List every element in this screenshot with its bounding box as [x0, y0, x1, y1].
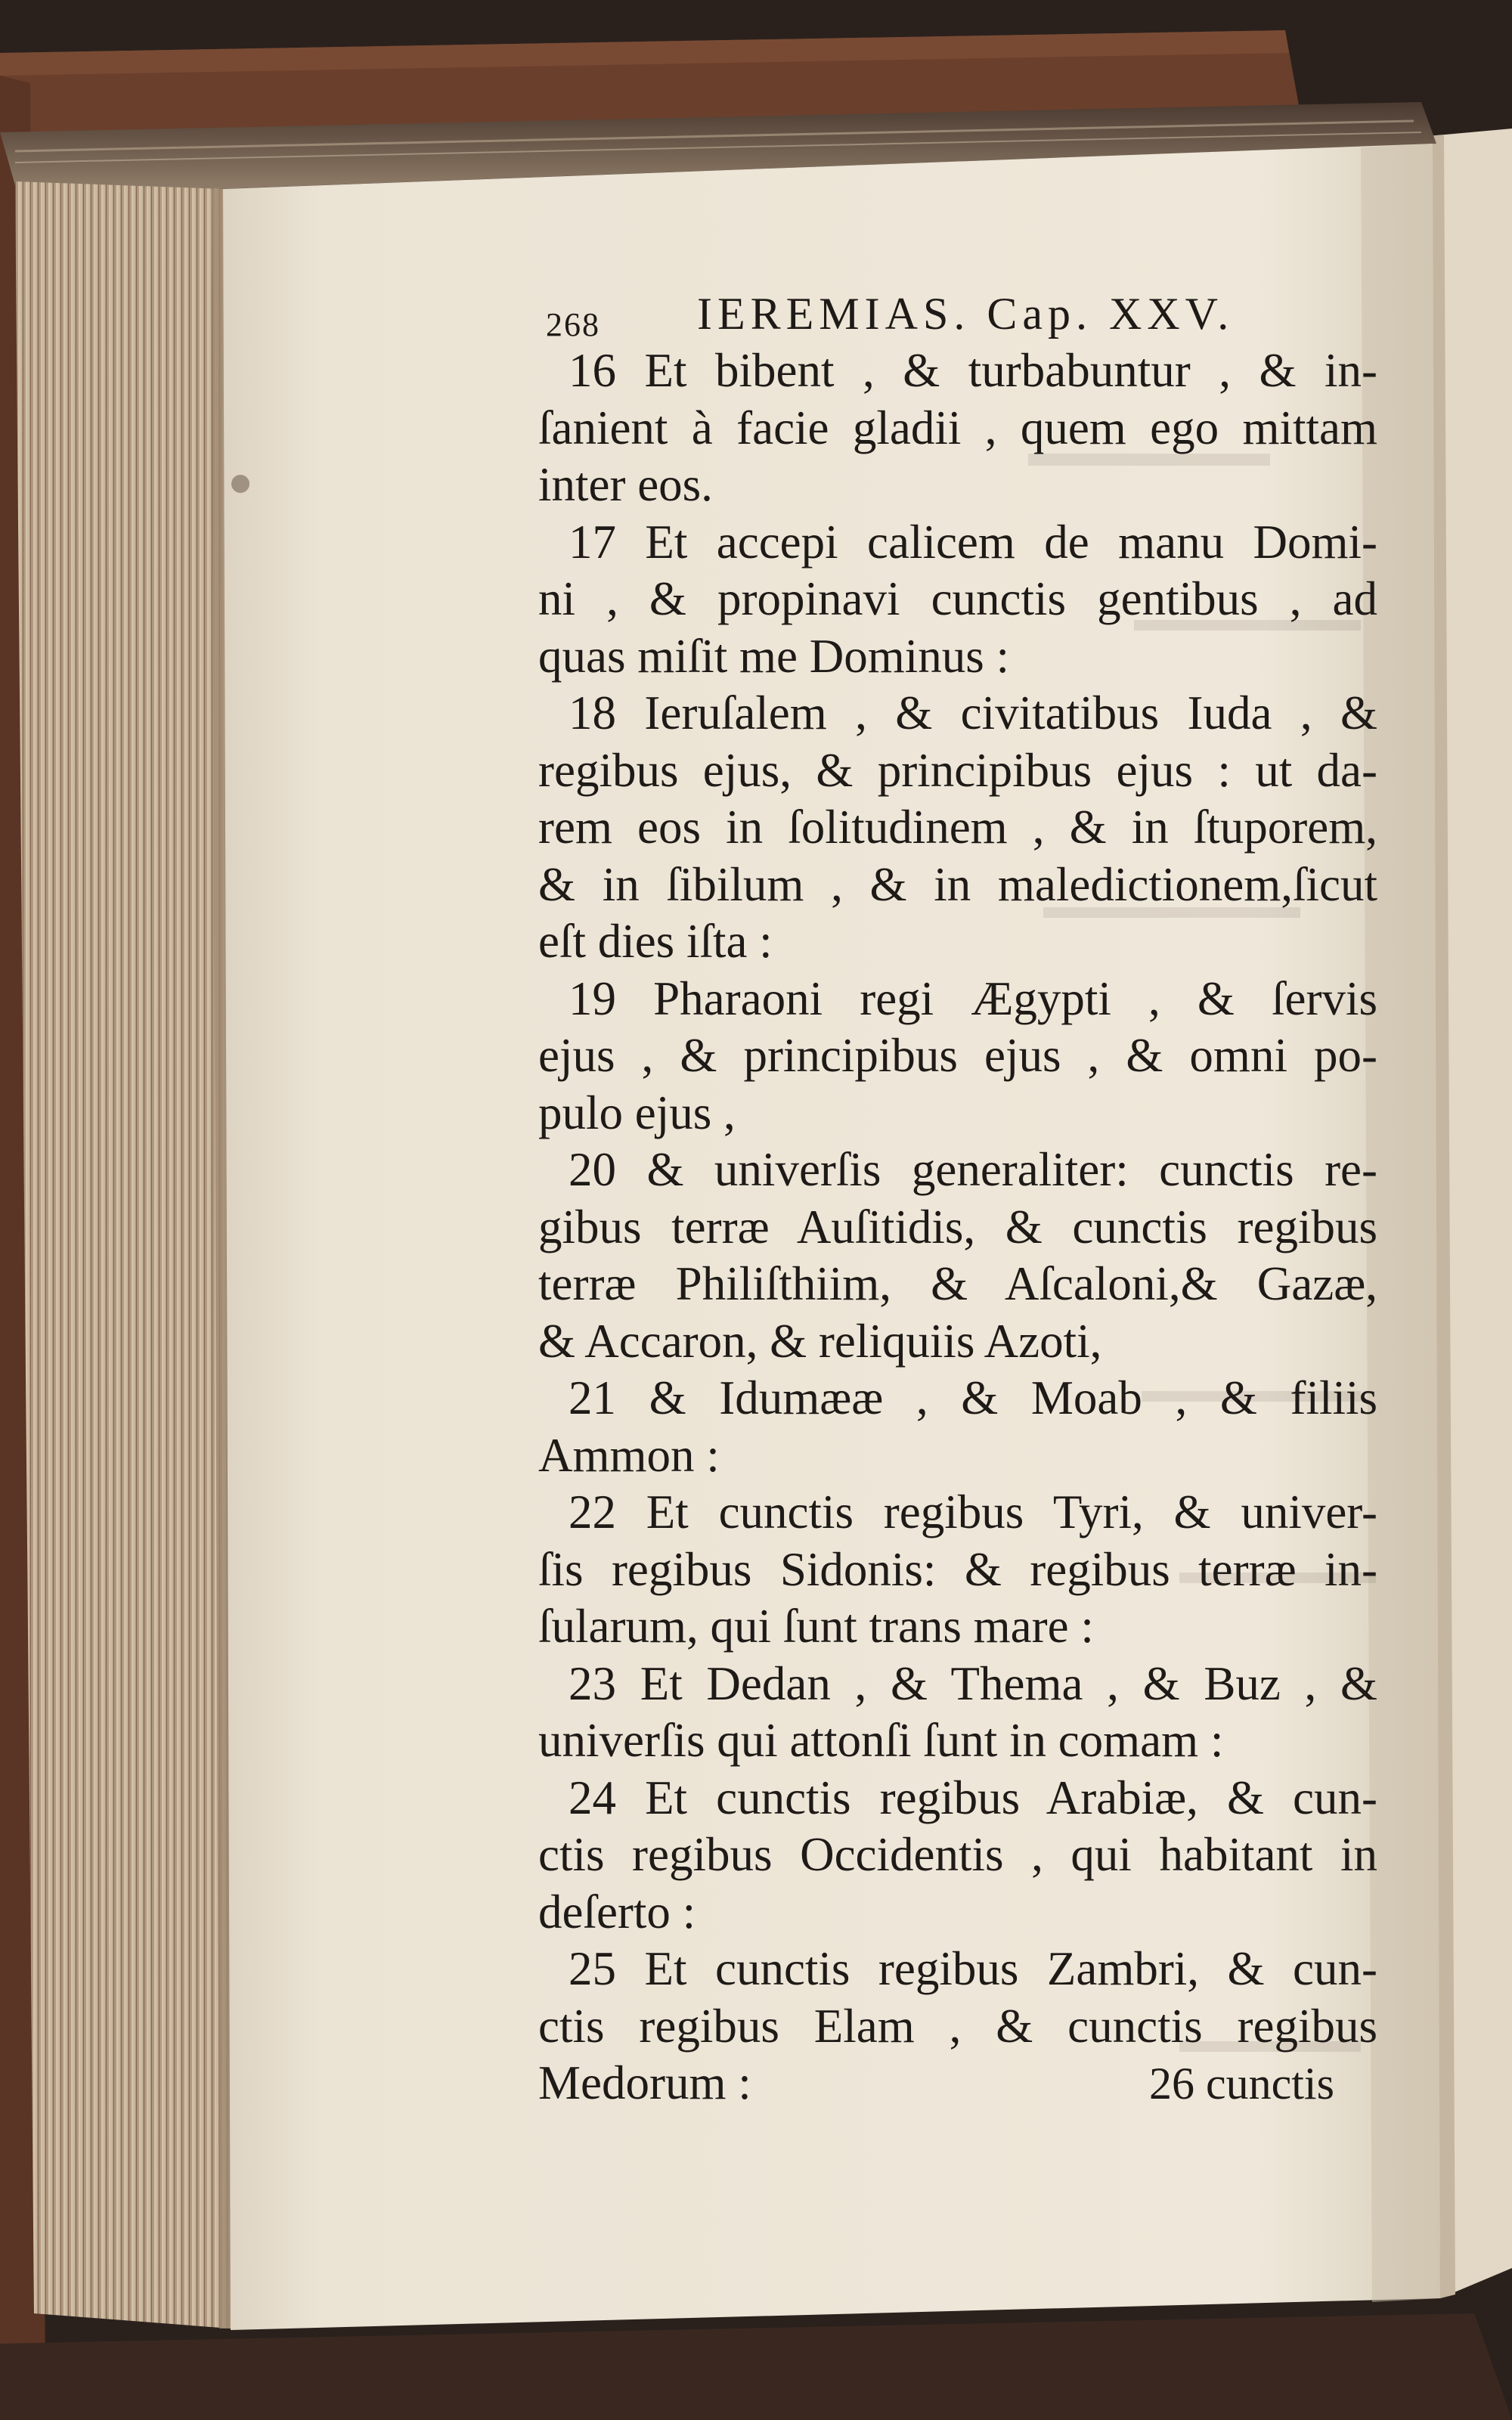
text-line: & in ſibilum , & in maledictionem,ſicut: [538, 857, 1377, 911]
text-line: 20 & univerſis generaliter: cunctis re-: [569, 1143, 1377, 1196]
text-line: 23 Et Dedan , & Thema , & Buz , &: [569, 1656, 1377, 1710]
verse-lines: [538, 342, 1377, 2112]
text-line: 25 Et cunctis regibus Zambri, & cun-: [569, 1942, 1377, 1995]
text-line: ni , & propinavi cunctis gentibus , ad: [538, 572, 1377, 625]
running-head: [538, 286, 1377, 342]
text-line: rem eos in ſolitudinem , & in ſtuporem,: [538, 801, 1377, 854]
text-line: ejus , & principibus ejus , & omni po-: [538, 1029, 1377, 1082]
text-line: Medorum :: [538, 2056, 751, 2109]
catchword: 26 cunctis: [1149, 2059, 1334, 2109]
text-line: 18 Ieruſalem , & civitatibus Iuda , &: [569, 686, 1377, 739]
text-line: gibus terræ Auſitidis, & cunctis regibus: [538, 1200, 1377, 1253]
text-line: ſularum, qui ſunt trans mare :: [538, 1600, 1094, 1653]
text-line: ctis regibus Occidentis , qui habitant in: [538, 1828, 1377, 1881]
running-title: IEREMIAS. Cap. XXV.: [697, 289, 1235, 339]
text-line: & Accaron, & reliquiis Azoti,: [538, 1314, 1102, 1368]
text-line: eſt dies iſta :: [538, 915, 773, 968]
page-number: 268: [546, 306, 600, 343]
text-line: 21 & Idumææ , & Moab , & filiis: [569, 1371, 1377, 1424]
text-line: 16 Et bibent , & turbabuntur , & in-: [569, 344, 1377, 397]
text-line: ctis regibus Elam , & cunctis regibus: [538, 1999, 1377, 2053]
page-text-block: [538, 286, 1377, 2112]
text-line: ſis regibus Sidonis: & regibus terræ in-: [538, 1542, 1377, 1596]
text-line: inter eos.: [538, 458, 713, 511]
text-line: ſanient à facie gladii , quem ego mittam: [538, 401, 1377, 454]
text-line: univerſis qui attonſi ſunt in comam :: [538, 1714, 1224, 1767]
page-block-edges: [15, 181, 231, 2329]
text-line: 24 Et cunctis regibus Arabiæ, & cun-: [569, 1771, 1377, 1824]
text-line: 22 Et cunctis regibus Tyri, & univer-: [569, 1486, 1377, 1538]
text-line: 17 Et accepi calicem de manu Domi-: [569, 515, 1377, 569]
text-line: deſerto :: [538, 1885, 696, 1938]
text-line: pulo ejus ,: [538, 1086, 736, 1139]
text-line: regibus ejus, & principibus ejus : ut da-: [538, 743, 1377, 797]
text-line: Ammon :: [538, 1428, 720, 1482]
text-line: 19 Pharaoni regi Ægypti , & ſervis: [569, 971, 1377, 1025]
text-line: terræ Philiſthiim, & Aſcaloni,& Gazæ,: [538, 1257, 1377, 1310]
text-line: quas miſit me Dominus :: [538, 629, 1009, 683]
